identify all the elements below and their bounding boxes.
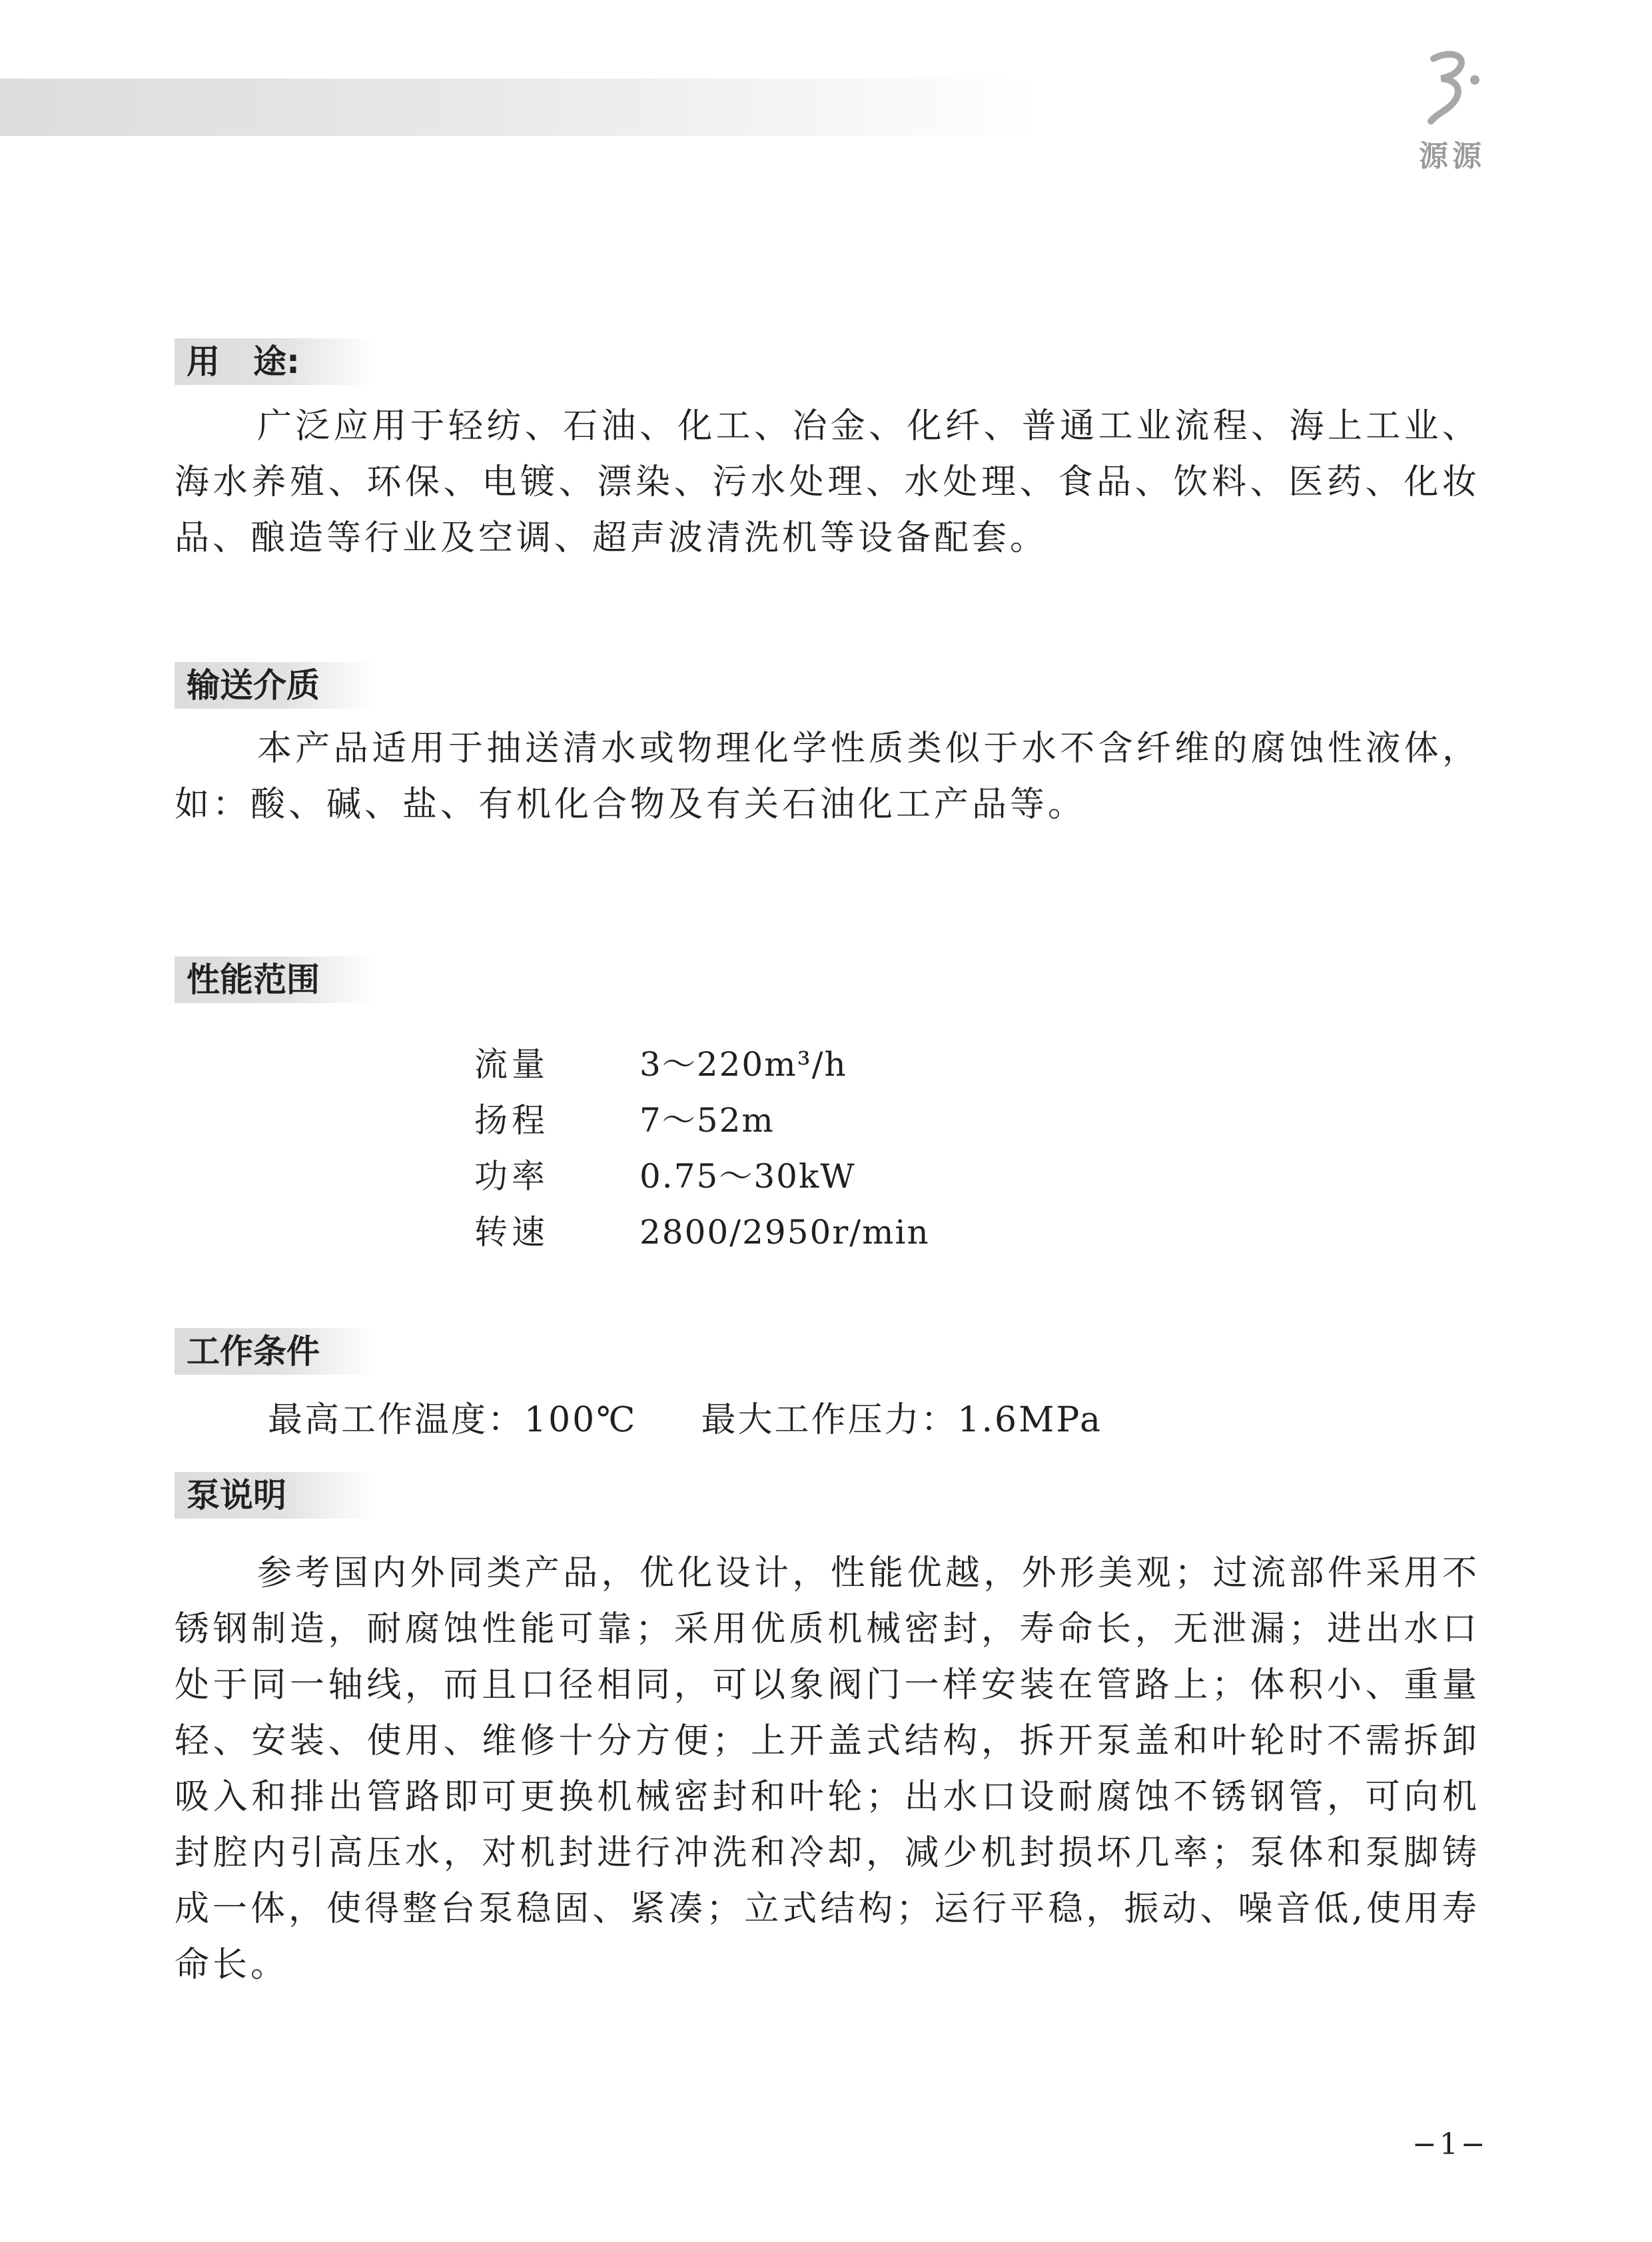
spec-value: 0.75～30kW <box>639 1157 856 1196</box>
max-temperature: 最高工作温度：100℃ <box>268 1400 637 1440</box>
section-heading-usage: 用 途: <box>175 338 374 385</box>
spec-row-flow <box>474 1036 930 1092</box>
spec-row-speed <box>474 1204 930 1260</box>
brand-logo <box>1399 47 1505 173</box>
spec-row-head <box>474 1092 930 1148</box>
spec-label: 流量 <box>474 1045 549 1084</box>
section-heading-medium: 输送介质 <box>175 662 374 709</box>
section-heading-conditions: 工作条件 <box>175 1328 374 1375</box>
working-conditions <box>268 1392 1102 1448</box>
spec-label: 转速 <box>474 1213 549 1252</box>
header-band <box>0 79 1039 136</box>
spec-value: 7～52m <box>639 1101 775 1140</box>
spec-row-power <box>474 1148 930 1204</box>
max-pressure: 最大工作压力：1.6MPa <box>701 1400 1103 1440</box>
performance-table <box>474 1036 930 1260</box>
usage-paragraph: 广泛应用于轻纺、石油、化工、冶金、化纤、普通工业流程、海上工业、海水养殖、环保、电镀、漂染、污水处理、水处理、食品、饮料、医药、化妆品、酿造等行业及空调、超声波清洗机等设备配套。 <box>175 406 1480 558</box>
page-number: −1− <box>1412 2127 1488 2161</box>
description-paragraph: 参考国内外同类产品，优化设计，性能优越，外形美观；过流部件采用不锈钢制造，耐腐蚀性能可靠；采用优质机械密封，寿命长，无泄漏；进出水口处于同一轴线，而且口径相同，可以象阀门一样安装在管路上；体积小、重量轻、安装、使用、维修十分方便；上开盖式结构，拆开泵盖和叶轮时不需拆卸吸入和排出管路即可更换机械密封和叶轮；出水口设耐腐蚀不锈钢管，可向机封腔内引高压水，对机封进行冲洗和冷却，减少机封损坏几率；泵体和泵脚铸成一体，使得整台泵稳固、紧凑；立式结构；运行平稳，振动、噪音低,使用寿命长。 <box>175 1553 1480 1985</box>
medium-paragraph: 本产品适用于抽送清水或物理化学性质类似于水不含纤维的腐蚀性液体，如：酸、碱、盐、有机化合物及有关石油化工产品等。 <box>175 729 1480 825</box>
spec-label: 扬程 <box>474 1101 549 1140</box>
spec-label: 功率 <box>474 1157 549 1196</box>
logo-mark-icon <box>1419 47 1485 127</box>
spec-value: 2800/2950r/min <box>639 1213 930 1252</box>
spec-value: 3～220m³/h <box>639 1045 847 1084</box>
brand-name: 源源 <box>1419 139 1485 173</box>
section-heading-performance: 性能范围 <box>175 956 374 1003</box>
section-heading-description: 泵说明 <box>175 1472 374 1519</box>
